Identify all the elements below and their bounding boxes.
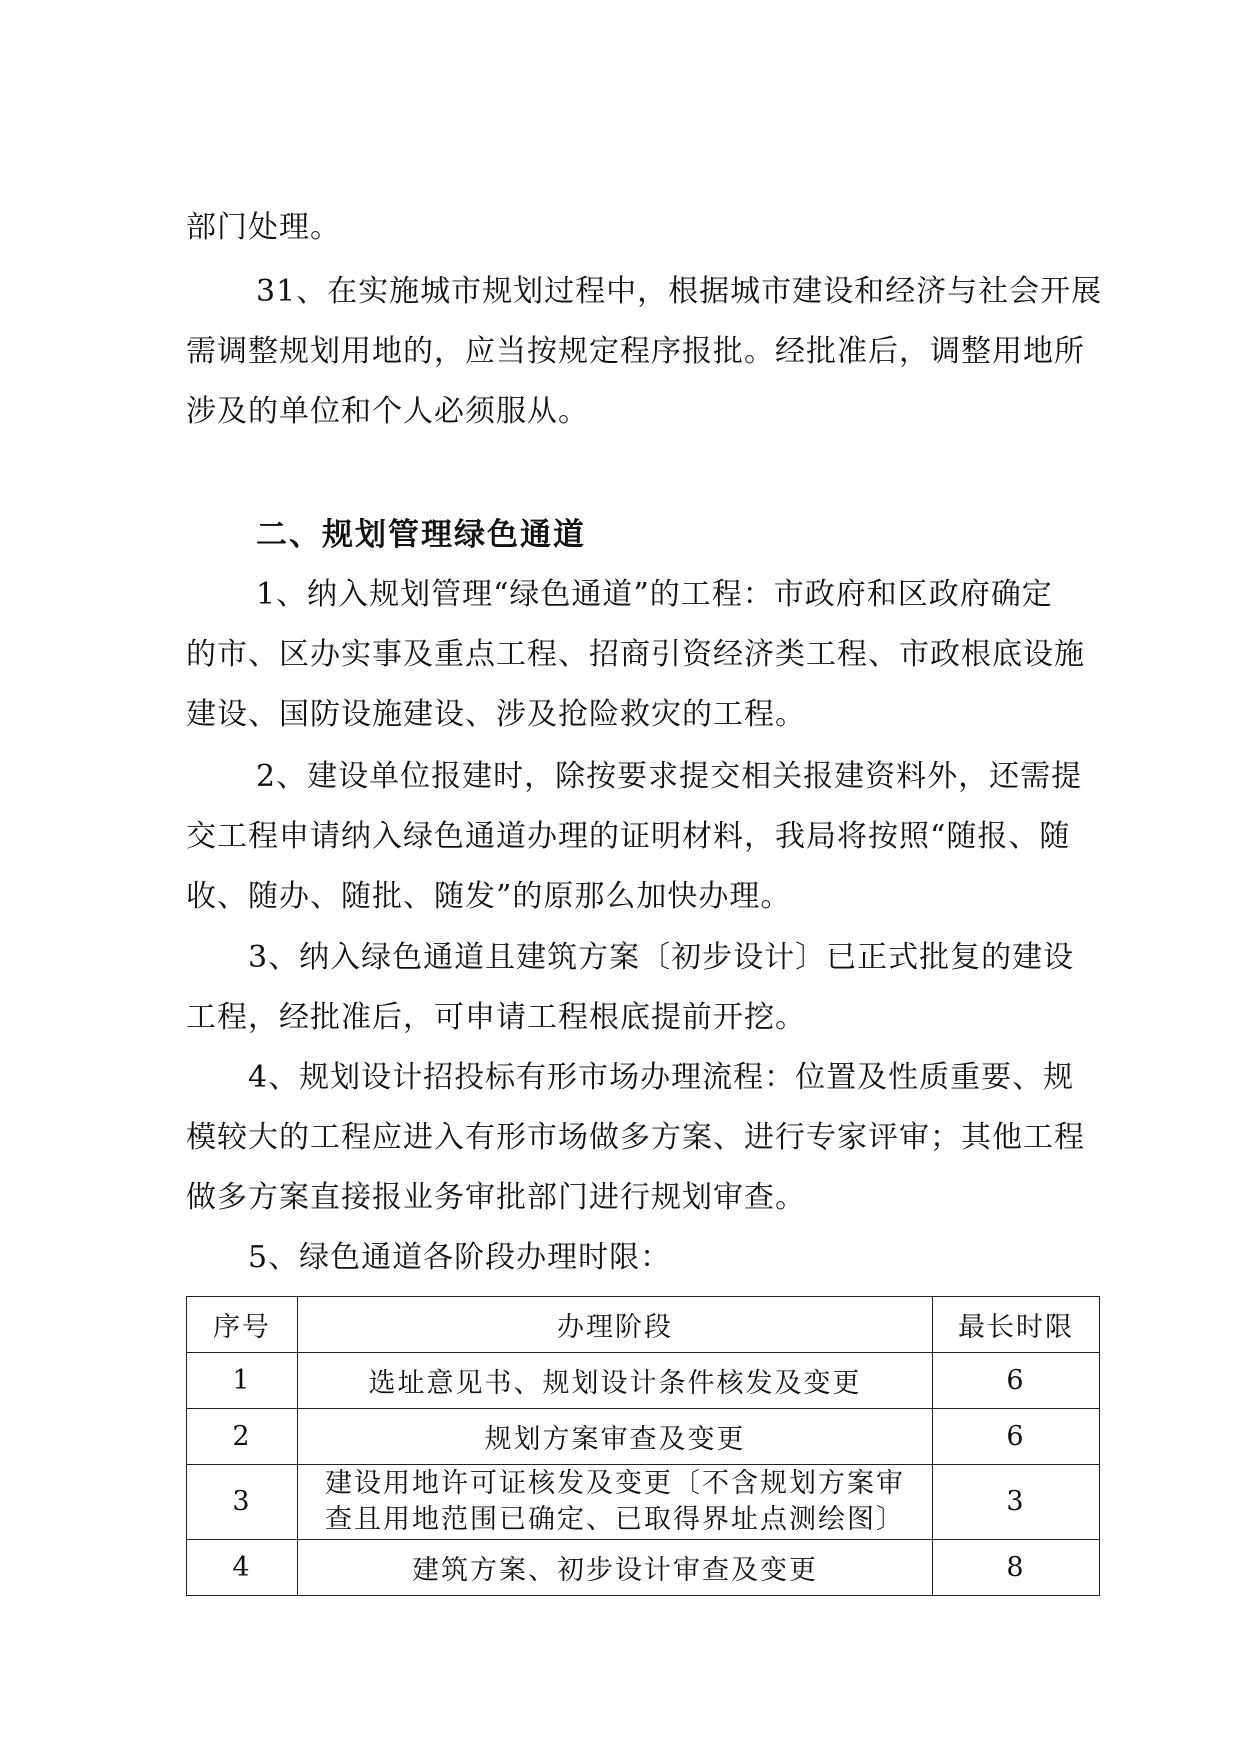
item-line: 工程，经批准后，可申请工程根底提前开挖。 [186, 1000, 806, 1035]
table-row [187, 1353, 1100, 1409]
cell-stage [298, 1465, 933, 1540]
paragraph-line: 31、在实施城市规划过程中，根据城市建设和经济与社会开展 [256, 274, 1103, 309]
cell-stage: 选址意见书、规划设计条件核发及变更 [298, 1353, 933, 1409]
cell-limit: 8 [933, 1540, 1100, 1596]
item-line: 5、绿色通道各阶段办理时限： [248, 1240, 672, 1275]
item-line: 建设、国防设施建设、涉及抢险救灾的工程。 [186, 697, 806, 732]
cell-stage-line: 建设用地许可证核发及变更〔不含规划方案审 [325, 1468, 905, 1499]
cell-stage: 建筑方案、初步设计审查及变更 [298, 1540, 933, 1596]
cell-no: 2 [187, 1409, 298, 1465]
table-header-row [187, 1297, 1100, 1353]
header-cell-stage: 办理阶段 [298, 1297, 933, 1353]
paragraph-line: 部门处理。 [186, 210, 341, 245]
item-line: 3、纳入绿色通道且建筑方案〔初步设计〕已正式批复的建设 [248, 940, 1075, 975]
cell-no: 4 [187, 1540, 298, 1596]
table-row [187, 1540, 1100, 1596]
header-cell-limit: 最长时限 [933, 1297, 1100, 1353]
cell-no: 1 [187, 1353, 298, 1409]
item-line: 做多方案直接报业务审批部门进行规划审查。 [186, 1180, 806, 1215]
item-line: 交工程申请纳入绿色通道办理的证明材料，我局将按照“随报、随 [186, 819, 1071, 854]
cell-limit: 3 [933, 1465, 1100, 1540]
item-line: 模较大的工程应进入有形市场做多方案、进行专家评审；其他工程 [186, 1120, 1085, 1155]
cell-stage-line: 查且用地范围已确定、已取得界址点测绘图〕 [325, 1504, 905, 1535]
header-cell-no: 序号 [187, 1297, 298, 1353]
time-limit-table [186, 1296, 1100, 1596]
cell-limit: 6 [933, 1353, 1100, 1409]
paragraph-line: 涉及的单位和个人必须服从。 [186, 394, 589, 429]
item-line: 4、规划设计招投标有形市场办理流程：位置及性质重要、规 [248, 1060, 1075, 1095]
cell-limit: 6 [933, 1409, 1100, 1465]
table-row [187, 1465, 1100, 1540]
cell-no: 3 [187, 1465, 298, 1540]
section-heading: 二、规划管理绿色通道 [256, 517, 586, 553]
item-line: 的市、区办实事及重点工程、招商引资经济类工程、市政根底设施 [186, 637, 1085, 672]
cell-stage: 规划方案审查及变更 [298, 1409, 933, 1465]
item-line: 收、随办、随批、随发”的原那么加快办理。 [186, 879, 792, 914]
table-row [187, 1409, 1100, 1465]
item-line: 2、建设单位报建时，除按要求提交相关报建资料外，还需提 [256, 759, 1083, 794]
item-line: 1、纳入规划管理“绿色通道”的工程：市政府和区政府确定 [256, 577, 1053, 612]
paragraph-line: 需调整规划用地的，应当按规定程序报批。经批准后，调整用地所 [186, 334, 1085, 369]
